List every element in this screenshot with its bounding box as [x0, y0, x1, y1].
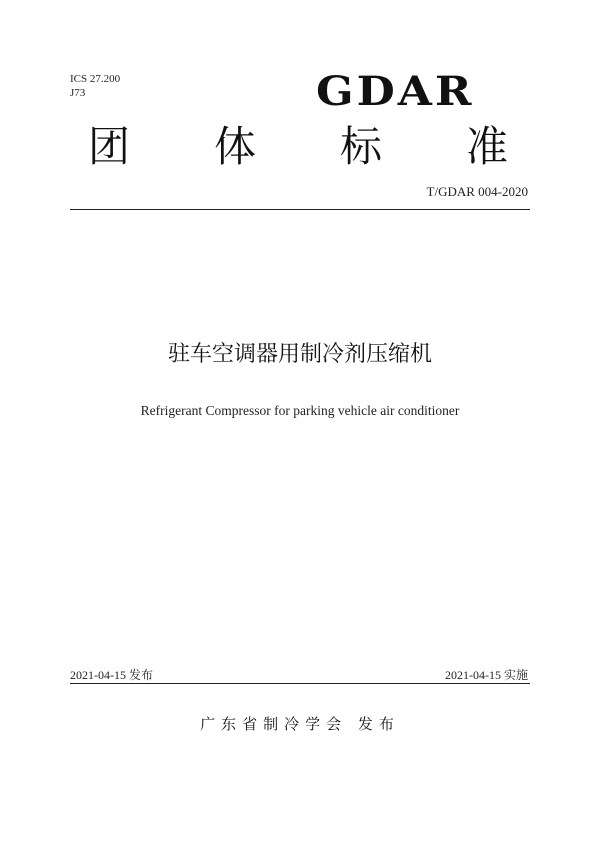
ics-code: ICS 27.200 [70, 73, 121, 85]
implement-date: 2021-04-15 实施 [445, 668, 528, 682]
title-chinese: 驻车空调器用制冷剂压缩机 [167, 342, 432, 367]
document-number: T/GDAR 004-2020 [426, 184, 528, 199]
title-english: Refrigerant Compressor for parking vehicle air conditioner [140, 403, 460, 418]
organization-logo: GDAR [316, 68, 475, 116]
doc-type-char-4: 准 [466, 122, 509, 171]
doc-type-char-3: 标 [340, 122, 383, 171]
doc-type-char-1: 团 [88, 122, 131, 171]
doc-type-char-2: 体 [214, 122, 257, 171]
footer-rule [70, 683, 530, 684]
issue-date: 2021-04-15 发布 [70, 668, 153, 682]
publisher: 广东省制冷学会 发布 [200, 715, 400, 733]
ccs-code: J73 [70, 87, 86, 99]
header-rule [70, 209, 530, 210]
